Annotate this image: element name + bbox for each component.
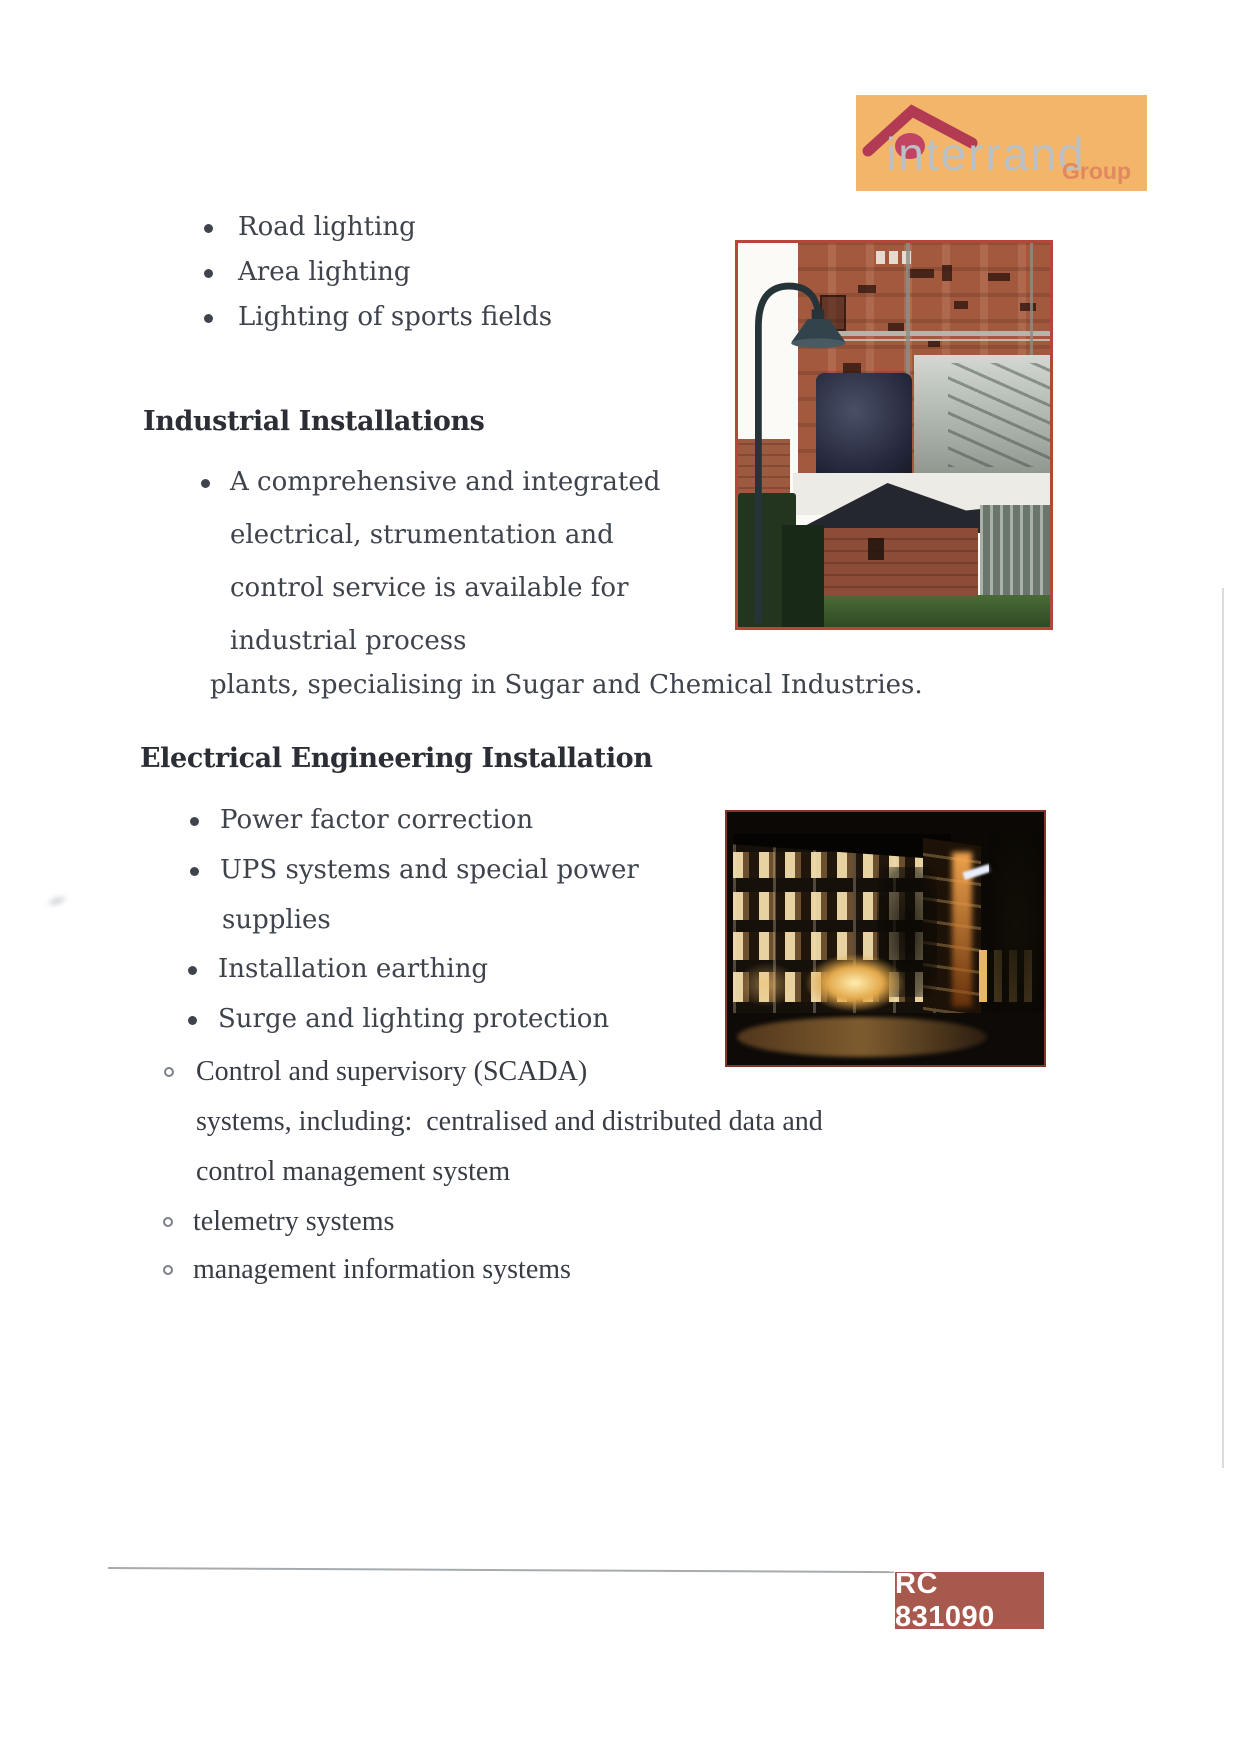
list-item: telemetry systems [193, 1206, 395, 1237]
switchgear-equipment [980, 505, 1050, 600]
list-item: Lighting of sports fields [238, 302, 553, 332]
list-item: plants, specialising in Sugar and Chemical Industries. [210, 670, 923, 700]
logo-group-text: Group [1062, 158, 1131, 184]
street-lamp [742, 257, 860, 625]
section-heading-industrial: Industrial Installations [143, 406, 485, 437]
section-heading-electrical: Electrical Engineering Installation [140, 743, 653, 774]
circle-bullet-icon [164, 1067, 174, 1077]
driveway-path [737, 1017, 987, 1057]
bullet-icon [204, 269, 213, 278]
list-item: control service is available for [230, 573, 629, 603]
list-item: Power factor correction [220, 805, 534, 835]
list-item: management information systems [193, 1254, 571, 1285]
bullet-icon [190, 817, 199, 826]
lit-entrance [805, 954, 905, 1012]
list-item: Surge and lighting protection [218, 1004, 610, 1034]
company-logo [856, 95, 1147, 191]
footer-divider-line [108, 1567, 894, 1573]
bullet-icon [188, 966, 197, 975]
bullet-icon [188, 1016, 197, 1025]
list-item: control management system [196, 1156, 511, 1187]
list-item: industrial process [230, 626, 467, 656]
list-item: Control and supervisory (SCADA) [196, 1056, 588, 1087]
circle-bullet-icon [163, 1265, 173, 1275]
night-building-photo [725, 810, 1046, 1067]
list-item: systems, including: centralised and distributed data and [196, 1106, 823, 1137]
list-item: Road lighting [238, 212, 416, 242]
industrial-collage-photo [735, 240, 1053, 630]
tree-silhouette [989, 830, 1044, 1020]
list-item: supplies [222, 905, 331, 935]
bullet-icon [204, 314, 213, 323]
scan-smudge [38, 888, 75, 915]
scan-edge-line [1222, 588, 1224, 1468]
list-item: electrical, strumentation and [230, 520, 614, 550]
list-item: Area lighting [238, 257, 411, 287]
bullet-icon [204, 224, 213, 233]
bullet-icon [201, 479, 210, 488]
list-item: UPS systems and special power [220, 855, 639, 885]
circle-bullet-icon [163, 1217, 173, 1227]
list-item: A comprehensive and integrated [230, 467, 661, 497]
registration-badge: RC 831090 [895, 1572, 1044, 1629]
logo-brand-text: interrand [886, 128, 1086, 180]
bullet-icon [190, 867, 199, 876]
list-item: Installation earthing [218, 954, 489, 984]
